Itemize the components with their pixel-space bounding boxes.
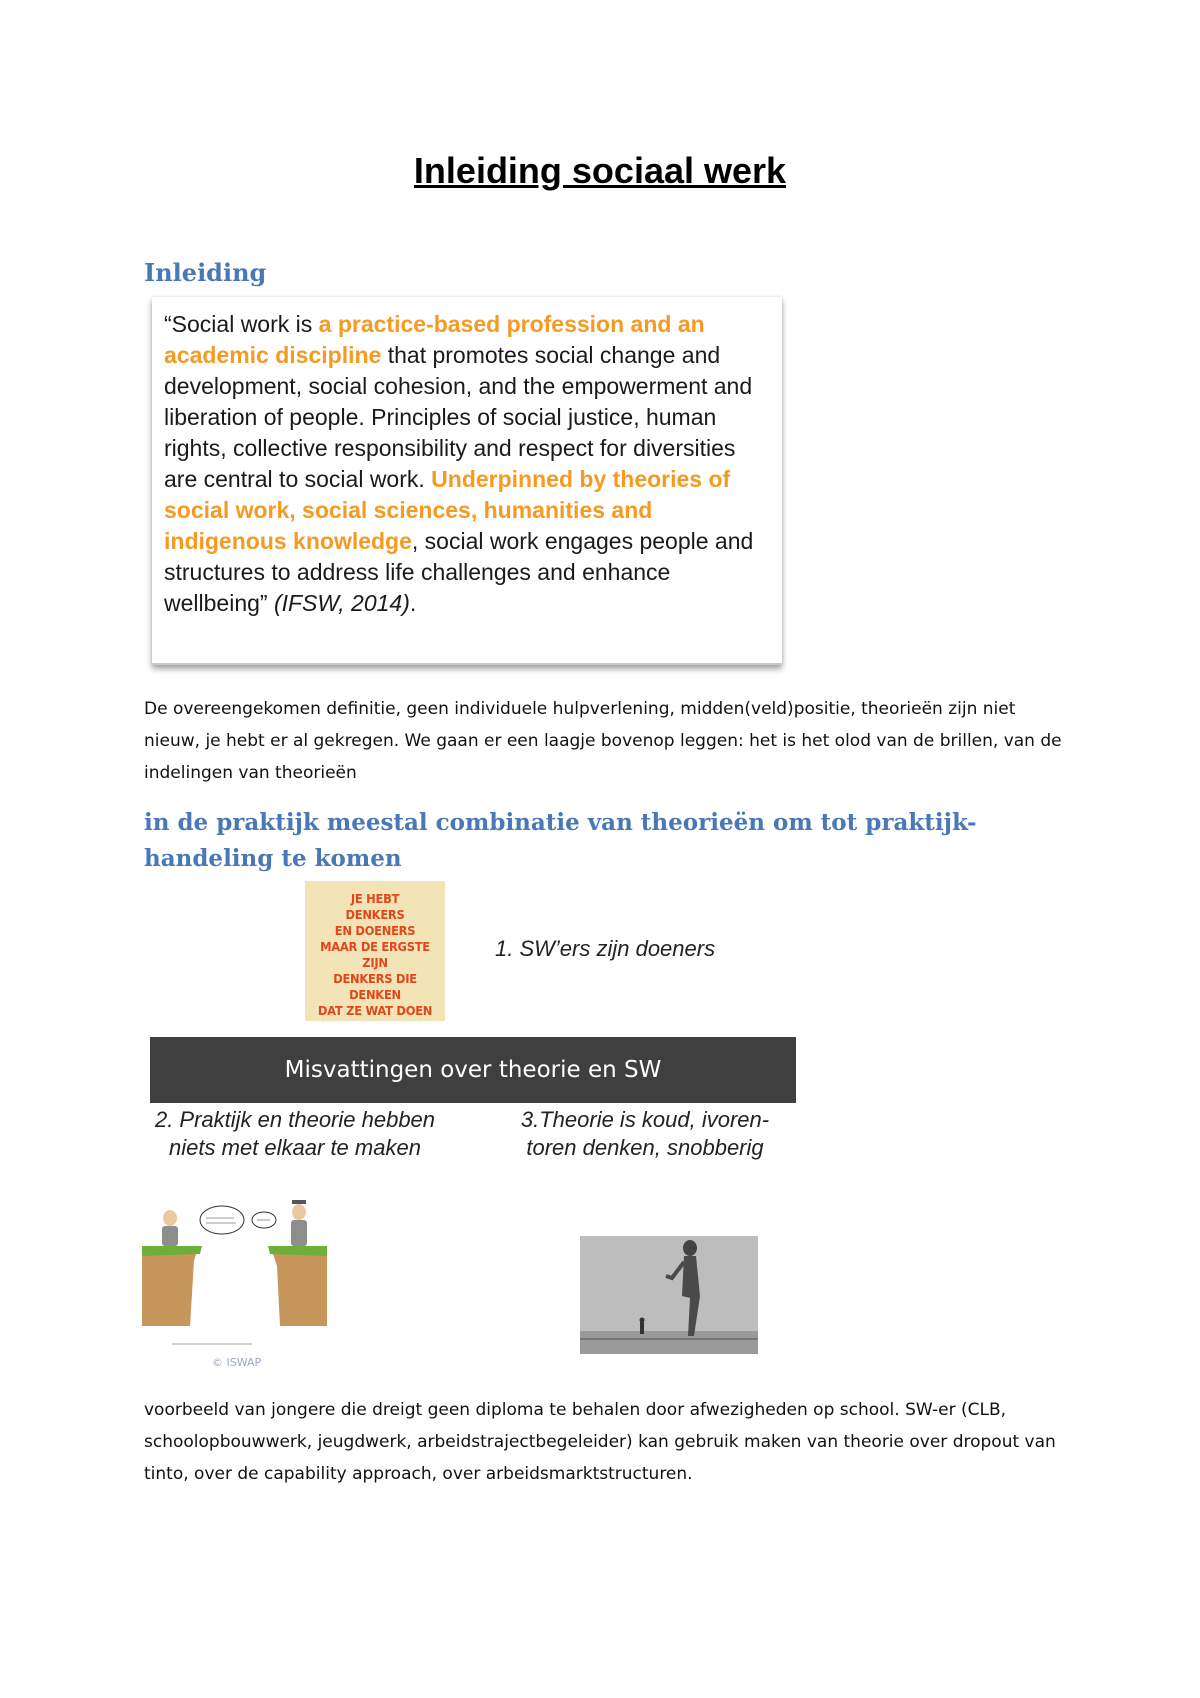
- quote-highlight-2: Underpinned by theories of social work, social sciences, humanities and indigenous knowledge: [164, 466, 731, 554]
- poster-line: DAT ZE WAT DOEN: [317, 1003, 433, 1018]
- slide-item-1: 1. SW’ers zijn doeners: [495, 936, 716, 961]
- poster-line: MAAR DE ERGSTE: [320, 939, 430, 954]
- quote-highlight-1: a practice-based profession and an academic discipline: [164, 311, 705, 368]
- page-title: Inleiding sociaal werk: [413, 150, 787, 191]
- slide-item-3: 3.Theorie is koud, ivoren-toren denken, snobberig: [520, 1107, 770, 1160]
- poster-line: EN DOENERS: [334, 923, 416, 938]
- poster-line: ZIJN: [362, 955, 388, 970]
- section-heading-praktijk: in de praktijk meestal combinatie van theorieën om tot praktijk-handeling te komen: [144, 809, 977, 872]
- cliff-cartoon-image: [142, 1196, 327, 1371]
- cartoon-credit: © ISWAP: [212, 1356, 262, 1369]
- quote-text: [164, 309, 772, 619]
- quote-part2: that promotes social change and development, social cohesion, and the empowerment and liberation of people. Principles of social justice, human rights, collective responsibility and respect for diversities are central to social work.: [164, 342, 753, 492]
- quote-box: [152, 297, 782, 665]
- quote-end: .: [409, 590, 417, 616]
- slide-title-bar: [150, 1037, 796, 1103]
- paragraph-voorbeeld: voorbeeld van jongere die dreigt geen diploma te behalen door afwezigheden op school. SW-er (CLB, schoolopbouwwerk, jeugdwerk, arbeidstrajectbegeleider) kan gebruik maken van theorie over dropout van tinto, over de capability approach, over arbeidsmarktstructuren.: [144, 1400, 1056, 1484]
- poster-line: DENKERS: [345, 907, 405, 922]
- poster-line: DENKERS DIE DENKEN: [333, 971, 417, 1002]
- denkers-doeners-poster: [305, 881, 445, 1021]
- quote-part1: “Social work is: [164, 311, 319, 337]
- section-heading-inleiding: Inleiding: [144, 258, 267, 287]
- paragraph-definitie: De overeengekomen definitie, geen individuele hulpverlening, midden(veld)positie, theorieën zijn niet nieuw, je hebt er al gekregen. We gaan er een laagje bovenop leggen: het is het olod van de brillen, van de indelingen van theorieën: [144, 699, 1062, 783]
- quote-part3: , social work engages people and structures to address life challenges and enhance wellbeing”: [164, 528, 754, 616]
- poster-line: JE HEBT: [350, 891, 400, 906]
- slide-title: Misvattingen over theorie en SW: [284, 1057, 662, 1083]
- quote-citation: (IFSW, 2014): [273, 590, 410, 616]
- slide-item-2: 2. Praktijk en theorie hebben niets met elkaar te maken: [154, 1107, 436, 1160]
- sculpture-photo-image: [580, 1236, 758, 1354]
